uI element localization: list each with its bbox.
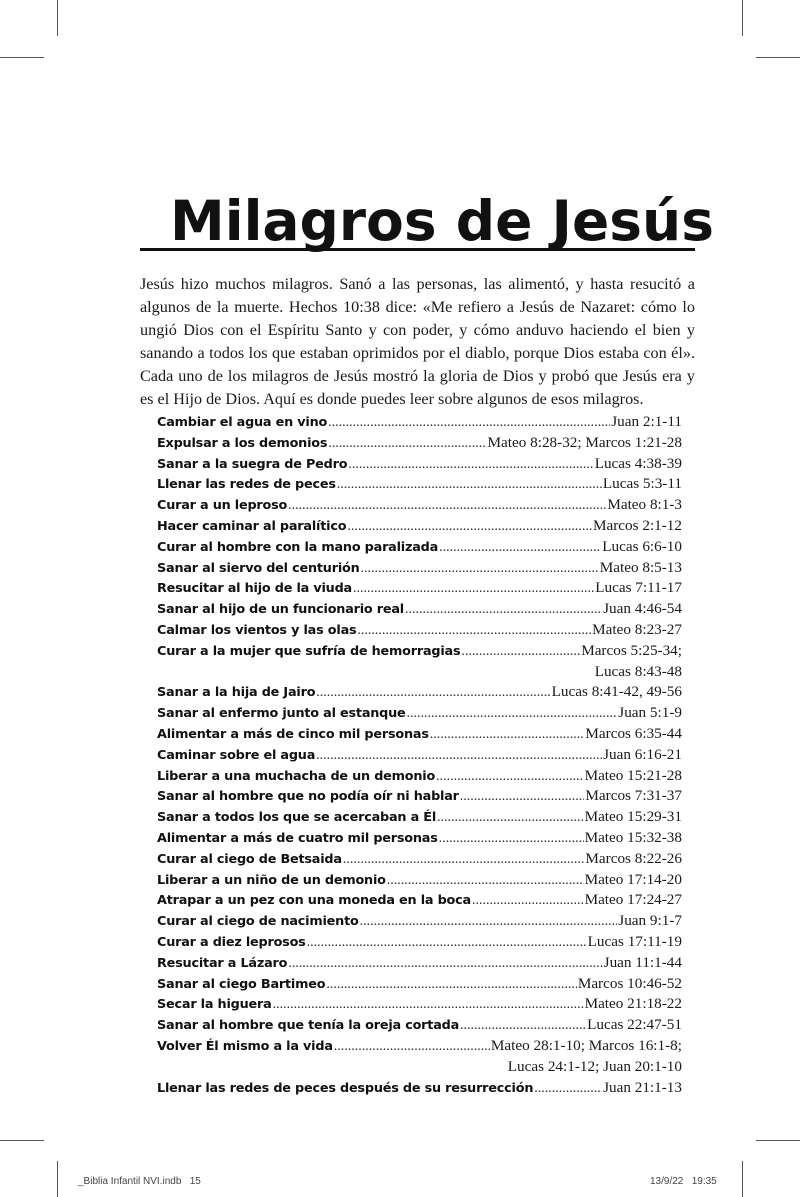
miracle-name: Hacer caminar al paralítico bbox=[157, 518, 347, 534]
dot-leader bbox=[273, 995, 584, 1016]
scripture-reference: Mateo 17:14-20 bbox=[584, 870, 682, 888]
dot-leader bbox=[337, 475, 602, 496]
scripture-reference: Lucas 6:6-10 bbox=[602, 537, 682, 555]
miracle-name: Resucitar a Lázaro bbox=[157, 955, 288, 971]
dot-leader bbox=[328, 413, 610, 434]
miracle-name: Llenar las redes de peces bbox=[157, 477, 336, 493]
miracle-name: Sanar al siervo del centurión bbox=[157, 560, 360, 576]
miracle-name: Alimentar a más de cinco mil personas bbox=[157, 726, 429, 742]
scripture-reference: Juan 2:1-11 bbox=[611, 413, 682, 430]
miracle-name: Caminar sobre el agua bbox=[157, 747, 316, 763]
miracle-entry bbox=[157, 682, 682, 703]
miracle-name: Sanar a la hija de Jairo bbox=[157, 685, 316, 701]
crop-mark-right-bottom bbox=[756, 1140, 800, 1141]
dot-leader bbox=[316, 683, 550, 704]
crop-mark-left-top bbox=[0, 57, 44, 58]
miracle-entry bbox=[157, 537, 682, 558]
miracle-entry bbox=[157, 745, 682, 766]
miracle-entry bbox=[157, 786, 682, 807]
dot-leader bbox=[387, 871, 584, 892]
dot-leader bbox=[439, 538, 601, 559]
miracle-entry bbox=[157, 724, 682, 745]
miracle-entry bbox=[157, 599, 682, 620]
dot-leader bbox=[472, 891, 584, 912]
miracle-entry bbox=[157, 1078, 682, 1099]
miracle-entry bbox=[157, 641, 682, 662]
dot-leader bbox=[460, 787, 585, 808]
miracle-name: Sanar al hombre que no podía oír ni hablar bbox=[157, 789, 459, 805]
scripture-reference: Marcos 6:35-44 bbox=[585, 724, 682, 742]
miracle-entry bbox=[157, 932, 682, 953]
miracle-name: Sanar al hijo de un funcionario real bbox=[157, 602, 404, 618]
dot-leader bbox=[461, 642, 580, 663]
miracle-name: Atrapar a un pez con una moneda en la boca bbox=[157, 893, 471, 909]
scripture-reference: Mateo 8:28-32; Marcos 1:21-28 bbox=[487, 433, 682, 451]
dot-leader bbox=[288, 496, 606, 517]
crop-mark-bottom-left bbox=[57, 1161, 58, 1197]
miracle-entry bbox=[157, 911, 682, 932]
dot-leader bbox=[316, 746, 602, 767]
miracle-entry bbox=[157, 620, 682, 641]
scripture-reference: Mateo 15:29-31 bbox=[584, 808, 682, 826]
miracle-name: Llenar las redes de peces después de su resurrección bbox=[157, 1080, 534, 1096]
dot-leader bbox=[437, 808, 584, 829]
miracle-entry bbox=[157, 454, 682, 475]
crop-mark-right-top bbox=[756, 57, 800, 58]
dot-leader bbox=[328, 434, 486, 455]
crop-mark-left-bottom bbox=[0, 1140, 44, 1141]
scripture-reference-continued: Lucas 8:43-48 bbox=[594, 662, 682, 680]
miracle-entry bbox=[157, 516, 682, 537]
scripture-reference: Mateo 15:21-28 bbox=[584, 766, 682, 784]
scripture-reference: Mateo 15:32-38 bbox=[584, 828, 682, 846]
scripture-reference: Mateo 8:5-13 bbox=[599, 558, 682, 576]
miracle-name: Expulsar a los demonios bbox=[157, 435, 328, 451]
dot-leader bbox=[307, 933, 587, 954]
miracle-name: Resucitar al hijo de la viuda bbox=[157, 581, 352, 597]
miracle-entry bbox=[157, 578, 682, 599]
crop-mark-bottom-right bbox=[742, 1161, 743, 1197]
miracle-name: Cambiar el agua en vino bbox=[157, 415, 328, 430]
miracle-name: Sanar al enfermo junto al estanque bbox=[157, 706, 406, 722]
miracle-entry bbox=[157, 412, 682, 433]
page-title: Milagros de Jesús bbox=[170, 189, 714, 253]
miracle-name: Curar al ciego de Betsaida bbox=[157, 851, 342, 867]
miracle-name: Curar al ciego de nacimiento bbox=[157, 914, 359, 930]
miracle-name: Alimentar a más de cuatro mil personas bbox=[157, 830, 438, 846]
scripture-reference: Juan 4:46-54 bbox=[603, 600, 682, 618]
scripture-reference: Lucas 7:11-17 bbox=[595, 579, 682, 597]
title-block bbox=[140, 188, 714, 253]
miracle-entry bbox=[157, 974, 682, 995]
scripture-reference: Lucas 17:11-19 bbox=[587, 932, 682, 950]
crop-mark-top-left bbox=[57, 0, 58, 36]
dot-leader bbox=[326, 975, 577, 996]
miracle-entry bbox=[157, 474, 682, 495]
dot-leader bbox=[361, 559, 599, 580]
miracle-name: Curar al hombre con la mano paralizada bbox=[157, 539, 439, 555]
dot-leader bbox=[460, 1016, 586, 1037]
footer-file-name: _Biblia Infantil NVI.indb 15 bbox=[78, 1176, 201, 1187]
dot-leader bbox=[534, 1079, 602, 1100]
scripture-reference: Mateo 21:18-22 bbox=[584, 995, 682, 1013]
crop-mark-top-right bbox=[742, 0, 743, 36]
scripture-reference: Juan 5:1-9 bbox=[618, 704, 682, 722]
miracle-entry bbox=[157, 870, 682, 891]
scripture-reference: Mateo 8:23-27 bbox=[592, 620, 682, 638]
miracle-entry bbox=[157, 1036, 682, 1057]
miracle-name: Calmar los vientos y las olas bbox=[157, 622, 357, 638]
dot-leader bbox=[357, 621, 591, 642]
miracle-list bbox=[157, 412, 682, 1098]
miracle-entry bbox=[157, 495, 682, 516]
miracle-name: Sanar a todos los que se acercaban a Él bbox=[157, 810, 437, 826]
miracle-name: Liberar a una muchacha de un demonio bbox=[157, 768, 436, 784]
scripture-reference: Marcos 8:22-26 bbox=[585, 849, 682, 867]
scripture-reference: Mateo 28:1-10; Marcos 16:1-8; bbox=[490, 1036, 682, 1054]
miracle-name: Liberar a un niño de un demonio bbox=[157, 872, 386, 888]
dot-leader bbox=[343, 850, 585, 871]
scripture-reference: Marcos 10:46-52 bbox=[577, 974, 682, 992]
scripture-reference: Lucas 22:47-51 bbox=[587, 1016, 682, 1034]
dot-leader bbox=[360, 912, 618, 933]
dot-leader bbox=[407, 704, 618, 725]
dot-leader bbox=[405, 600, 602, 621]
dot-leader bbox=[348, 455, 593, 476]
miracle-name: Sanar al ciego Bartimeo bbox=[157, 976, 326, 992]
dot-leader bbox=[288, 954, 602, 975]
miracle-entry bbox=[157, 766, 682, 787]
miracle-entry bbox=[157, 953, 682, 974]
scripture-reference: Mateo 8:1-3 bbox=[607, 496, 682, 514]
miracle-name: Curar a un leproso bbox=[157, 498, 288, 514]
scripture-reference: Lucas 8:41-42, 49-56 bbox=[551, 683, 682, 701]
dot-leader bbox=[353, 579, 594, 600]
miracle-name: Curar a diez leprosos bbox=[157, 934, 306, 950]
miracle-entry bbox=[157, 994, 682, 1015]
scripture-reference: Juan 21:1-13 bbox=[603, 1078, 682, 1096]
dot-leader bbox=[334, 1037, 490, 1058]
miracle-entry bbox=[157, 890, 682, 911]
scripture-reference: Juan 9:1-7 bbox=[618, 912, 682, 930]
miracle-entry bbox=[157, 1015, 682, 1036]
miracle-entry bbox=[157, 807, 682, 828]
miracle-entry bbox=[157, 703, 682, 724]
scripture-reference: Marcos 2:1-12 bbox=[593, 516, 682, 534]
scripture-reference: Juan 11:1-44 bbox=[603, 953, 682, 971]
miracle-name: Sanar a la suegra de Pedro bbox=[157, 456, 348, 472]
intro-paragraph: Jesús hizo muchos milagros. Sanó a las personas, las alimentó, y hasta resucitó a algunos de la muerte. Hechos 10:38 dice: «Me refiero a Jesús de Nazaret: cómo lo ungió Dios con el Espíritu Santo y con poder, y cómo anduvo haciendo el bien y sanando a todos los que estaban oprimidos por el diablo, porque Dios estaba con él». Cada uno de los milagros de Jesús mostró la gloria de Dios y probó que Jesús era y es el Hijo de Dios. Aquí es donde puedes leer sobre algunos de esos milagros. bbox=[140, 275, 695, 408]
scripture-reference: Mateo 17:24-27 bbox=[584, 891, 682, 909]
scripture-reference-continued: Lucas 24:1-12; Juan 20:1-10 bbox=[507, 1057, 682, 1075]
miracle-name: Curar a la mujer que sufría de hemorragias bbox=[157, 643, 461, 659]
scripture-reference: Marcos 7:31-37 bbox=[585, 787, 682, 805]
scripture-reference: Juan 6:16-21 bbox=[603, 745, 682, 763]
scripture-reference: Lucas 5:3-11 bbox=[602, 475, 682, 493]
dot-leader bbox=[347, 517, 592, 538]
dot-leader bbox=[439, 829, 584, 850]
scripture-reference: Lucas 4:38-39 bbox=[594, 454, 682, 472]
miracle-entry bbox=[157, 558, 682, 579]
miracle-entry bbox=[157, 828, 682, 849]
dot-leader bbox=[430, 725, 585, 746]
miracle-name: Secar la higuera bbox=[157, 997, 272, 1013]
miracle-entry bbox=[157, 849, 682, 870]
dot-leader bbox=[436, 767, 583, 788]
miracle-entry bbox=[157, 433, 682, 454]
miracle-name: Sanar al hombre que tenía la oreja cortada bbox=[157, 1018, 460, 1034]
miracle-name: Volver Él mismo a la vida bbox=[157, 1038, 333, 1054]
footer-timestamp: 13/9/22 19:35 bbox=[650, 1176, 717, 1187]
scripture-reference: Marcos 5:25-34; bbox=[581, 641, 682, 659]
